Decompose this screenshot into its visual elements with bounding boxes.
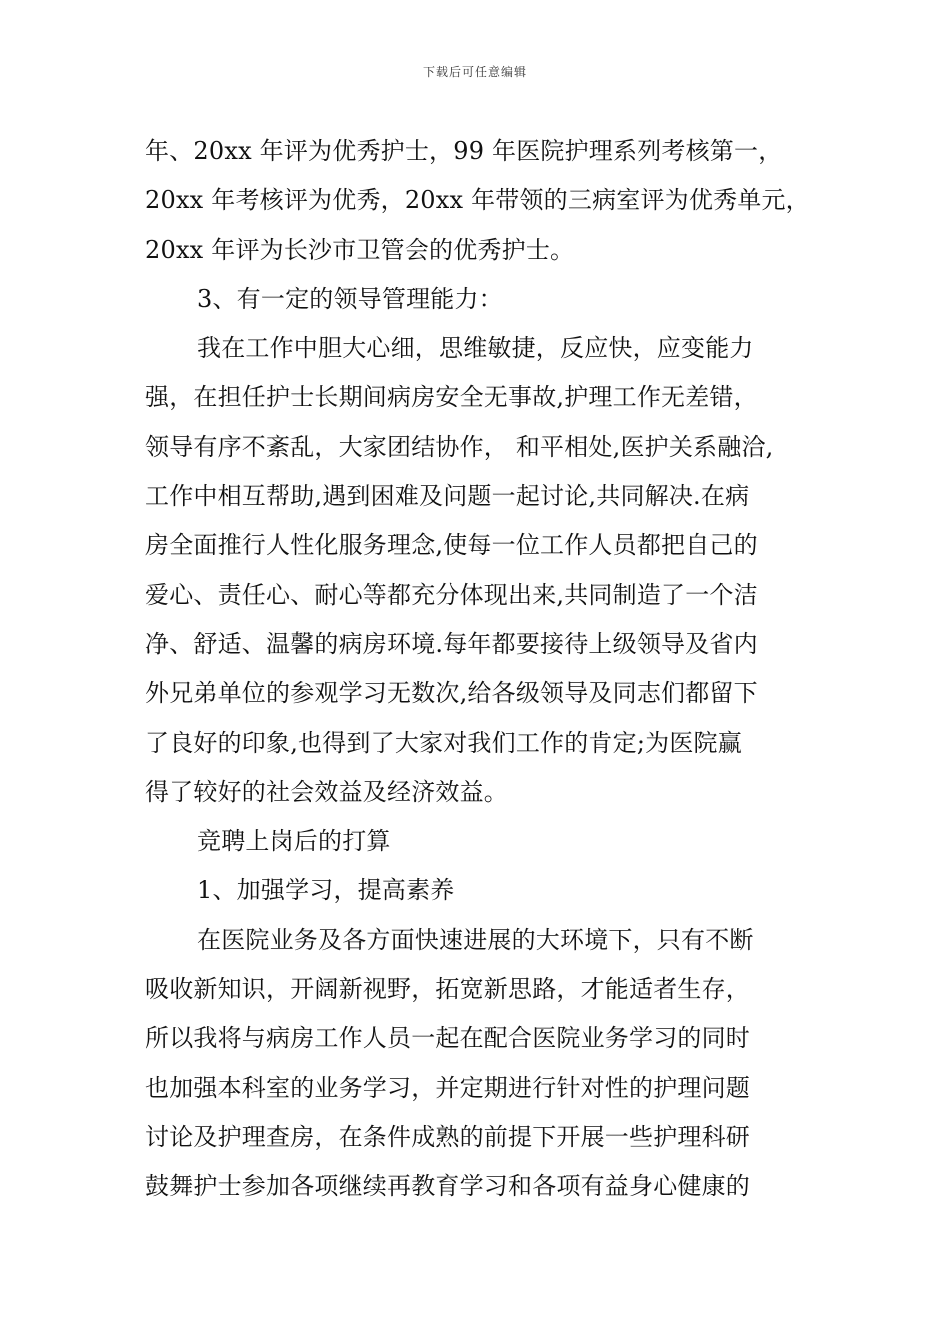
text-line: 3、有一定的领导管理能力： — [197, 284, 503, 313]
text-line: 鼓舞护士参加各项继续再教育学习和各项有益身心健康的 — [145, 1172, 750, 1201]
text-line: 了良好的印象,也得到了大家对我们工作的肯定;为医院赢 — [145, 728, 742, 757]
text-line: 工作中相互帮助,遇到困难及问题一起讨论,共同解决.在病 — [145, 482, 750, 511]
text-line: 年、20xx 年评为优秀护士，99 年医院护理系列考核第一， — [145, 137, 783, 165]
text-line: 我在工作中胆大心细，思维敏捷，反应快，应变能力 — [197, 334, 754, 363]
text-line: 吸收新知识，开阔新视野，拓宽新思路，才能适者生存， — [145, 975, 750, 1004]
text-line: 竞聘上岗后的打算 — [197, 827, 391, 856]
text-line: 得了较好的社会效益及经济效益。 — [145, 777, 508, 806]
text-line: 爱心、责任心、耐心等都充分体现出来,共同制造了一个洁 — [145, 580, 758, 609]
text-line: 房全面推行人性化服务理念,使每一位工作人员都把自己的 — [145, 531, 758, 560]
text-line: 净、舒适、温馨的病房环境.每年都要接待上级领导及省内 — [145, 629, 758, 658]
text-line: 外兄弟单位的参观学习无数次,给各级领导及同志们都留下 — [145, 679, 758, 708]
text-line: 讨论及护理查房，在条件成熟的前提下开展一些护理科研 — [145, 1122, 750, 1151]
text-line: 强，在担任护士长期间病房安全无事故,护理工作无差错， — [145, 383, 758, 412]
text-line: 也加强本科室的业务学习，并定期进行针对性的护理问题 — [145, 1073, 750, 1102]
document-body — [145, 127, 820, 1212]
text-line: 所以我将与病房工作人员一起在配合医院业务学习的同时 — [145, 1024, 750, 1053]
text-line: 20xx 年考核评为优秀，20xx 年带领的三病室评为优秀单元， — [145, 186, 810, 215]
text-line: 20xx 年评为长沙市卫管会的优秀护士。 — [145, 235, 575, 264]
text-line: 1、加强学习，提高素养 — [197, 876, 455, 905]
page-header: 下载后可任意编辑 — [422, 65, 527, 79]
text-line: 领导有序不紊乱，大家团结协作， 和平相处,医护关系融洽, — [145, 432, 774, 461]
text-line: 在医院业务及各方面快速进展的大环境下，只有不断 — [197, 925, 754, 954]
